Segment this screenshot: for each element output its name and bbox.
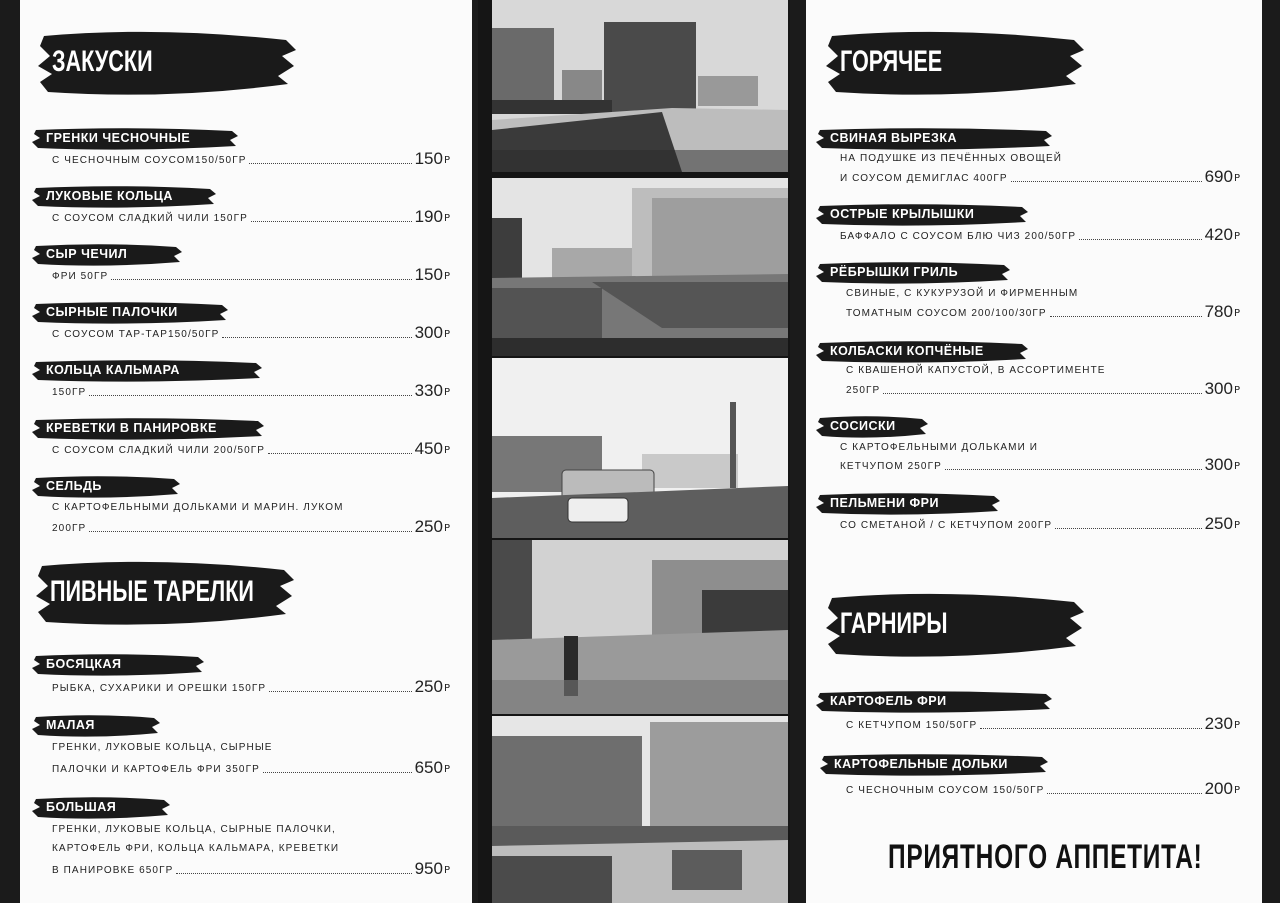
menu-item-name (820, 752, 1048, 778)
dotted-leader (883, 392, 1201, 394)
menu-item-price-row (52, 208, 450, 226)
menu-item-desc: С КВАШЕНОЙ КАПУСТОЙ, В АССОРТИМЕНТЕ (846, 365, 1106, 376)
dotted-leader (1055, 527, 1201, 529)
item-price: 780 (1204, 302, 1233, 321)
menu-item-price-row (52, 266, 450, 284)
photo-canal (492, 0, 788, 172)
footer-bon-appetit: ПРИЯТНОГО АППЕТИТА! (888, 838, 1203, 876)
menu-item-desc: БАФФАЛО С СОУСОМ БЛЮ ЧИЗ 200/50ГР (840, 231, 1077, 242)
dotted-leader (269, 690, 411, 692)
menu-item-name (32, 126, 238, 152)
menu-item-price-row (52, 324, 450, 342)
menu-item-label: КОЛЬЦА КАЛЬМАРА (46, 363, 180, 377)
menu-item-name (816, 260, 1010, 286)
menu-item-name (32, 300, 228, 326)
currency-symbol: Р (443, 155, 450, 166)
dotted-leader (1047, 792, 1201, 794)
menu-item-price-row (52, 518, 450, 536)
menu-item-name (32, 242, 182, 268)
menu-item-price-row (52, 150, 450, 168)
item-price: 150 (414, 149, 443, 168)
menu-item-price-row (52, 860, 450, 878)
dotted-leader (111, 278, 411, 280)
menu-item-name (32, 795, 170, 821)
menu-item-label: КОЛБАСКИ КОПЧЁНЫЕ (830, 344, 984, 358)
dotted-leader (1050, 315, 1202, 317)
photo-street-crowd (492, 178, 788, 356)
photo-fountain-square (492, 716, 788, 903)
item-price: 300 (1204, 379, 1233, 398)
item-price: 150 (414, 265, 443, 284)
menu-item-name (32, 474, 180, 500)
currency-symbol: Р (443, 445, 450, 456)
currency-symbol: Р (443, 764, 450, 775)
item-price: 300 (414, 323, 443, 342)
dotted-leader (1079, 238, 1201, 240)
menu-item-name (32, 416, 264, 442)
photo-strip (478, 0, 790, 903)
dotted-leader (89, 530, 411, 532)
menu-item-label: СОСИСКИ (830, 419, 896, 433)
item-price: 420 (1204, 225, 1233, 244)
currency-symbol: Р (1233, 308, 1240, 319)
menu-item-name (816, 202, 1028, 228)
menu-item-desc: С СОУСОМ ТАР-ТАР150/50ГР (52, 329, 220, 340)
menu-item-desc: 250ГР (846, 385, 881, 396)
menu-item-desc: С ЧЕСНОЧНЫМ СОУСОМ 150/50ГР (846, 785, 1045, 796)
dotted-leader (176, 872, 411, 874)
dotted-leader (945, 468, 1202, 470)
menu-item-price-row (52, 678, 450, 696)
menu-item-label: КАРТОФЕЛЬНЫЕ ДОЛЬКИ (834, 757, 1008, 771)
menu-item-label: БОСЯЦКАЯ (46, 657, 122, 671)
menu-item-label: СЕЛЬДЬ (46, 479, 102, 493)
menu-item-desc: 200ГР (52, 523, 87, 534)
menu-item-name (816, 491, 1000, 517)
section-title: ГАРНИРЫ (840, 607, 948, 640)
menu-item-price-row (846, 380, 1240, 398)
currency-symbol: Р (443, 213, 450, 224)
dotted-leader (249, 162, 411, 164)
menu-item-price-row (846, 715, 1240, 733)
currency-symbol: Р (1233, 173, 1240, 184)
item-price: 200 (1204, 779, 1233, 798)
dotted-leader (268, 452, 412, 454)
currency-symbol: Р (1233, 720, 1240, 731)
section-title: ПИВНЫЕ ТАРЕЛКИ (50, 575, 254, 608)
menu-item-desc: ПАЛОЧКИ И КАРТОФЕЛЬ ФРИ 350ГР (52, 764, 260, 775)
section-title: ГОРЯЧЕЕ (840, 45, 943, 78)
section-header-zakuski (38, 26, 296, 98)
menu-item-desc: ТОМАТНЫМ СОУСОМ 200/100/30ГР (846, 308, 1047, 319)
currency-symbol: Р (443, 329, 450, 340)
menu-item-label: ЛУКОВЫЕ КОЛЬЦА (46, 189, 173, 203)
section-header-pivnye (36, 556, 294, 628)
item-price: 300 (1204, 455, 1233, 474)
menu-item-label: ОСТРЫЕ КРЫЛЫШКИ (830, 207, 975, 221)
menu-item-price-row (846, 303, 1240, 321)
menu-item-label: МАЛАЯ (46, 718, 95, 732)
menu-item-desc: С КАРТОФЕЛЬНЫМИ ДОЛЬКАМИ И (840, 442, 1039, 453)
menu-item-label: СВИНАЯ ВЫРЕЗКА (830, 131, 957, 145)
menu-item-label: КАРТОФЕЛЬ ФРИ (830, 694, 947, 708)
item-price: 650 (414, 758, 443, 777)
menu-item-desc: КАРТОФЕЛЬ ФРИ, КОЛЬЦА КАЛЬМАРА, КРЕВЕТКИ (52, 843, 340, 854)
menu-item-desc: ГРЕНКИ, ЛУКОВЫЕ КОЛЬЦА, СЫРНЫЕ (52, 742, 273, 753)
dotted-leader (222, 336, 411, 338)
menu-item-name (816, 689, 1052, 715)
menu-item-price-row (52, 759, 450, 777)
menu-item-name (816, 339, 1028, 365)
menu-item-desc: С СОУСОМ СЛАДКИЙ ЧИЛИ 200/50ГР (52, 445, 266, 456)
dotted-leader (89, 394, 411, 396)
currency-symbol: Р (1233, 385, 1240, 396)
menu-item-desc: И СОУСОМ ДЕМИГЛАС 400ГР (840, 173, 1008, 184)
menu-item-price-row (840, 168, 1240, 186)
menu-item-desc: СО СМЕТАНОЙ / С КЕТЧУПОМ 200ГР (840, 520, 1053, 531)
menu-item-desc: ГРЕНКИ, ЛУКОВЫЕ КОЛЬЦА, СЫРНЫЕ ПАЛОЧКИ, (52, 824, 336, 835)
menu-item-name (32, 713, 160, 739)
item-price: 330 (414, 381, 443, 400)
menu-item-name (816, 414, 928, 440)
menu-item-name (32, 358, 262, 384)
currency-symbol: Р (1233, 231, 1240, 242)
dotted-leader (251, 220, 412, 222)
section-header-goryachee (826, 26, 1084, 98)
menu-item-name (816, 126, 1052, 152)
item-price: 250 (414, 677, 443, 696)
currency-symbol: Р (443, 865, 450, 876)
menu-item-label: РЁБРЫШКИ ГРИЛЬ (830, 265, 959, 279)
menu-item-desc: 150ГР (52, 387, 87, 398)
currency-symbol: Р (443, 683, 450, 694)
menu-item-label: СЫР ЧЕЧИЛ (46, 247, 128, 261)
menu-item-desc: КЕТЧУПОМ 250ГР (840, 461, 942, 472)
dotted-leader (980, 727, 1201, 729)
menu-item-desc: НА ПОДУШКЕ ИЗ ПЕЧЁННЫХ ОВОЩЕЙ (840, 153, 1063, 164)
menu-item-name (32, 652, 204, 678)
menu-item-desc: С СОУСОМ СЛАДКИЙ ЧИЛИ 150ГР (52, 213, 248, 224)
item-price: 230 (1204, 714, 1233, 733)
photo-rainy-avenue (492, 540, 788, 714)
item-price: 250 (414, 517, 443, 536)
currency-symbol: Р (1233, 461, 1240, 472)
currency-symbol: Р (1233, 785, 1240, 796)
dotted-leader (263, 771, 412, 773)
currency-symbol: Р (443, 271, 450, 282)
currency-symbol: Р (443, 387, 450, 398)
menu-item-label: СЫРНЫЕ ПАЛОЧКИ (46, 305, 178, 319)
menu-item-price-row (52, 382, 450, 400)
item-price: 250 (1204, 514, 1233, 533)
menu-item-label: ГРЕНКИ ЧЕСНОЧНЫЕ (46, 131, 191, 145)
menu-item-desc: С КАРТОФЕЛЬНЫМИ ДОЛЬКАМИ И МАРИН. ЛУКОМ (52, 502, 344, 513)
menu-item-desc: С ЧЕСНОЧНЫМ СОУСОМ150/50ГР (52, 155, 247, 166)
menu-item-desc: С КЕТЧУПОМ 150/50ГР (846, 720, 978, 731)
menu-item-desc: ФРИ 50ГР (52, 271, 109, 282)
item-price: 190 (414, 207, 443, 226)
dotted-leader (1011, 180, 1202, 182)
item-price: 690 (1204, 167, 1233, 186)
menu-item-label: ПЕЛЬМЕНИ ФРИ (830, 496, 939, 510)
section-header-garniry (826, 588, 1084, 660)
menu-item-price-row (840, 515, 1240, 533)
item-price: 450 (414, 439, 443, 458)
currency-symbol: Р (443, 523, 450, 534)
menu-item-desc: РЫБКА, СУХАРИКИ И ОРЕШКИ 150ГР (52, 683, 267, 694)
menu-item-desc: В ПАНИРОВКЕ 650ГР (52, 865, 174, 876)
menu-item-name (32, 184, 216, 210)
menu-item-price-row (840, 226, 1240, 244)
menu-item-label: БОЛЬШАЯ (46, 800, 117, 814)
menu-item-price-row (846, 780, 1240, 798)
menu-item-price-row (840, 456, 1240, 474)
menu-item-desc: СВИНЫЕ, С КУКУРУЗОЙ И ФИРМЕННЫМ (846, 288, 1079, 299)
photo-square-tram (492, 358, 788, 538)
menu-item-price-row (52, 440, 450, 458)
item-price: 950 (414, 859, 443, 878)
section-title: ЗАКУСКИ (52, 45, 153, 78)
currency-symbol: Р (1233, 520, 1240, 531)
menu-item-label: КРЕВЕТКИ В ПАНИРОВКЕ (46, 421, 217, 435)
